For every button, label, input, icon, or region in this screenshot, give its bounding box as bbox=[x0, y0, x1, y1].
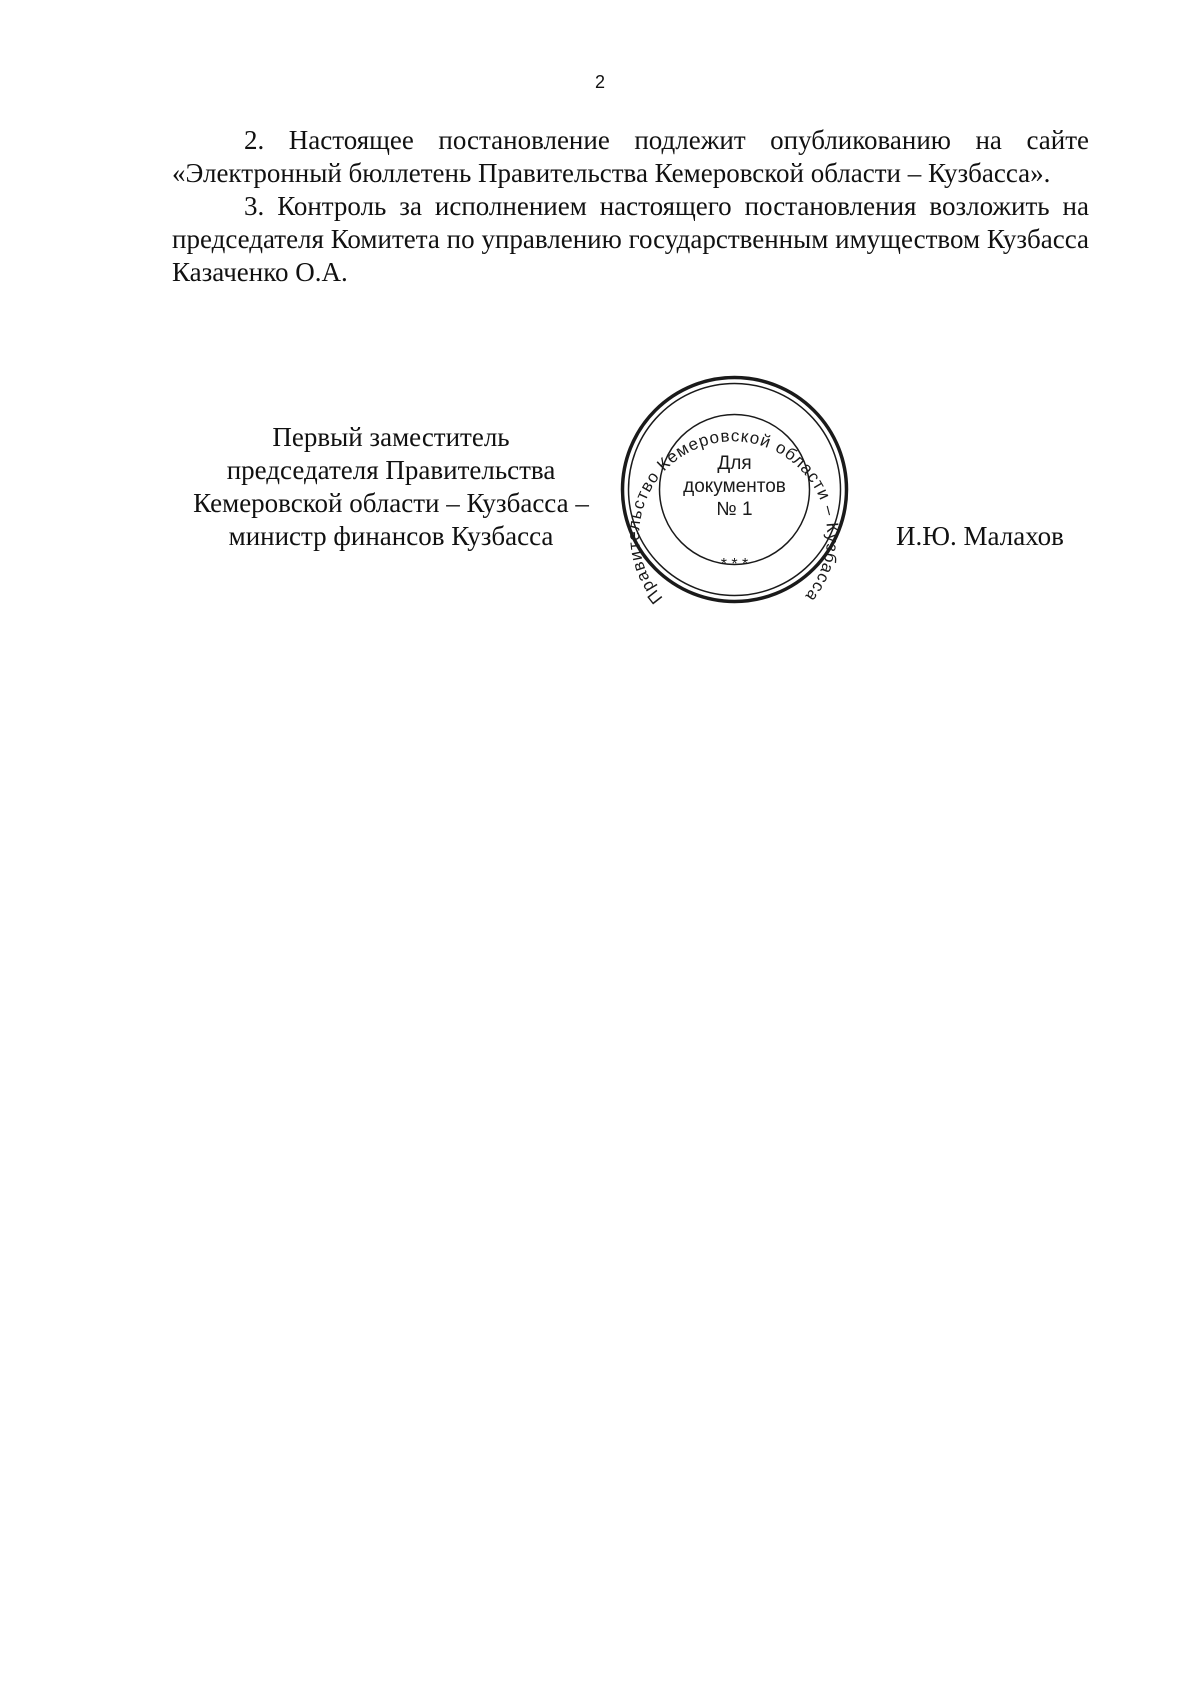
signer-title-line: председателя Правительства bbox=[226, 455, 556, 485]
document-body bbox=[172, 124, 1089, 289]
seal-stars: * * * bbox=[720, 556, 749, 573]
official-seal bbox=[617, 372, 852, 607]
signer-title-line: Кемеровской области – Кузбасса – bbox=[193, 488, 589, 518]
page-number: 2 bbox=[594, 72, 605, 92]
seal-center-line-1: Для bbox=[717, 453, 752, 474]
signer-title-line: Первый заместитель bbox=[272, 422, 510, 452]
seal-ring-text: Правительство Кемеровской области – Кузбасса bbox=[624, 426, 843, 607]
paragraph-control: 3. Контроль за исполнением настоящего постановления возложить на председателя Комитета по управлению государственным имуществом Кузбасса Казаченко О.А. bbox=[172, 191, 1089, 287]
seal-center-line-2: документов bbox=[683, 476, 786, 497]
seal-center-line-3: № 1 bbox=[716, 499, 753, 520]
signer-name: И.Ю. Малахов bbox=[896, 521, 1064, 551]
signer-title-line: министр финансов Кузбасса bbox=[228, 521, 554, 551]
signer-title bbox=[166, 421, 616, 553]
paragraph-publication: 2. Настоящее постановление подлежит опубликованию на сайте «Электронный бюллетень Правительства Кемеровской области – Кузбасса». bbox=[172, 125, 1089, 188]
